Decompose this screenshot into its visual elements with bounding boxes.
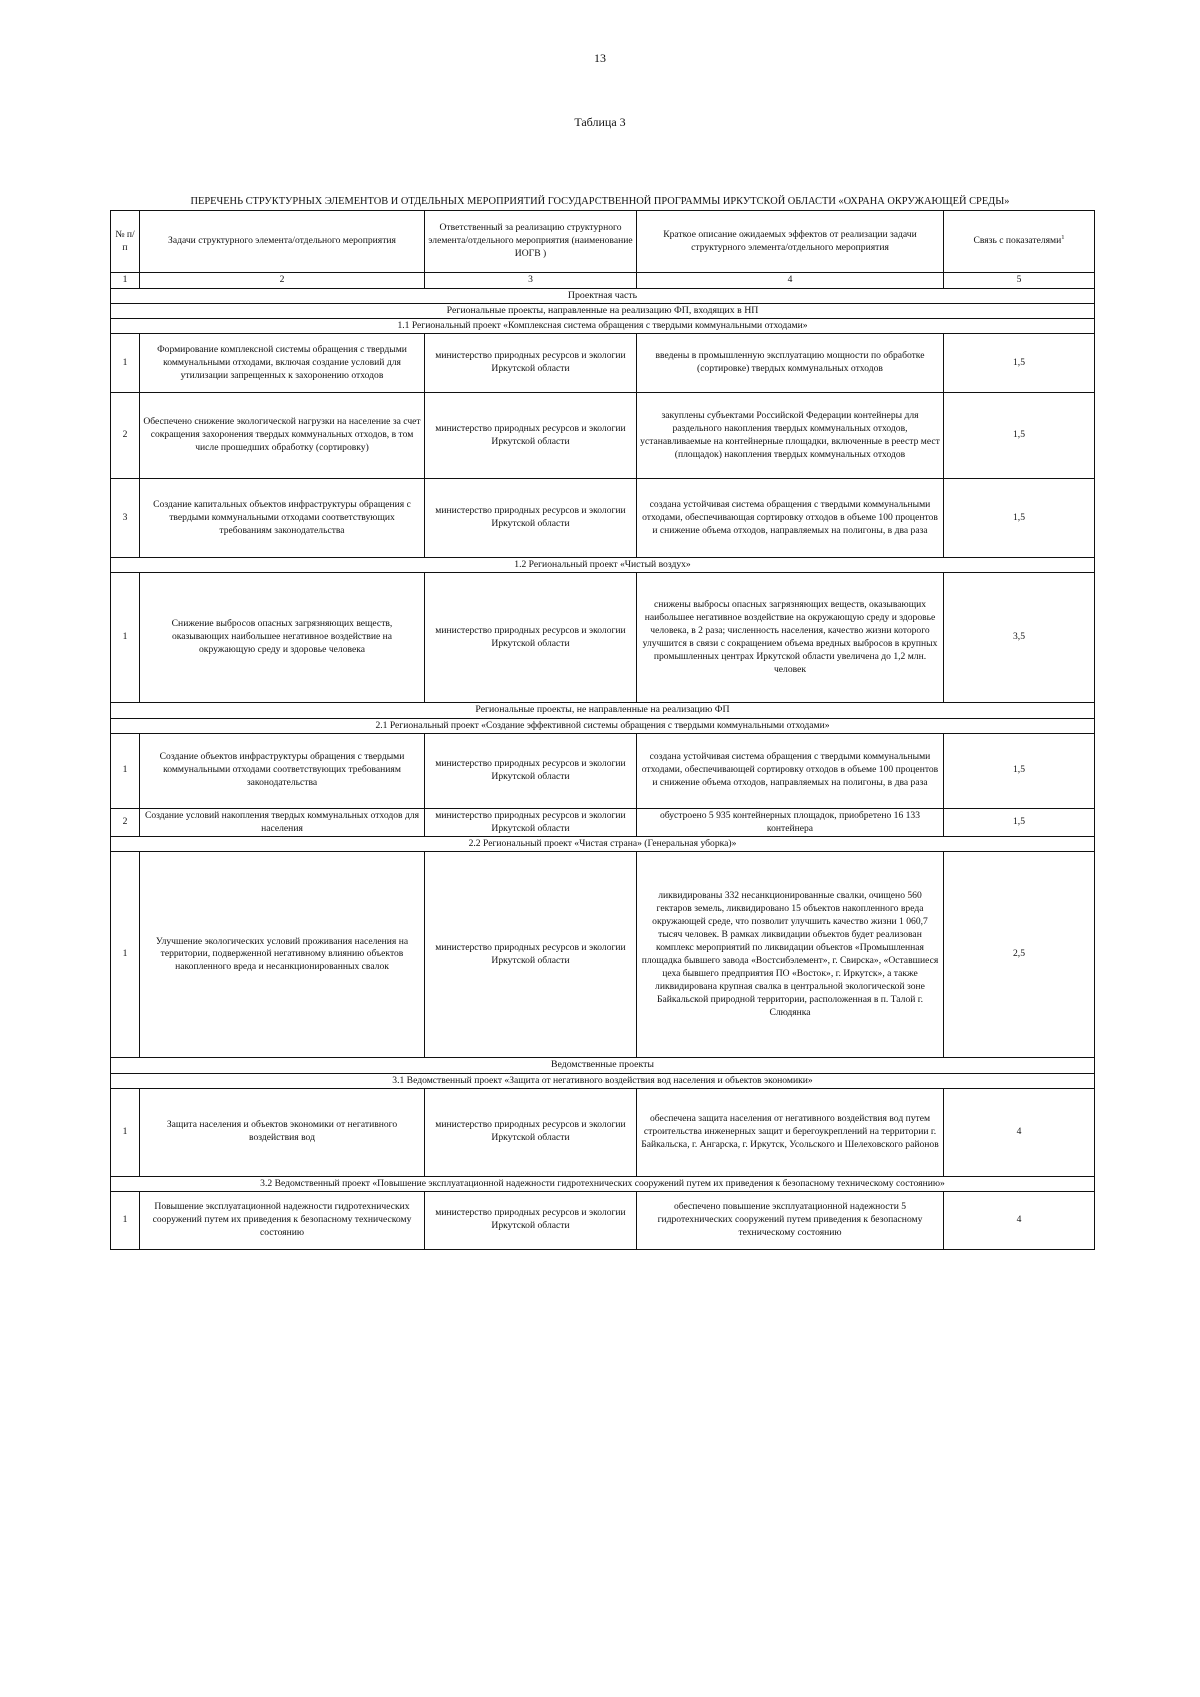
row-responsible: министерство природных ресурсов и экологии Иркутской области	[425, 1191, 637, 1249]
row-effect: ликвидированы 332 несанкционированные свалки, очищено 560 гектаров земель, ликвидировано 15 объектов накопленного вреда окружающей среде, что позволит улучшить качество жизни 1 060,7 тысяч человек. В рамках ликвидации объектов будет реализован комплекс мероприятий по ликвидации объектов «Промышленная площадка бывшего завода «Востсибэлемент», г. Свирска», «Оставшиеся цеха бывшего предприятия ПО «Восток», г. Иркутск», а также ликвидирована крупная свалка в центральной экологической зоне Байкальской природной территории, расположенная в п. Талой г. Слюдянка	[637, 852, 944, 1058]
table-row	[111, 573, 1095, 703]
row-num: 1	[111, 1088, 140, 1176]
row-responsible: министерство природных ресурсов и экологии Иркутской области	[425, 733, 637, 808]
row-num: 2	[111, 393, 140, 479]
subsection-1-2: 1.2 Региональный проект «Чистый воздух»	[111, 558, 1095, 573]
header-effects: Краткое описание ожидаемых эффектов от реализации задачи структурного элемента/отдельного мероприятия	[637, 211, 944, 273]
table-header-row	[111, 211, 1095, 273]
column-number: 4	[637, 273, 944, 289]
column-number: 1	[111, 273, 140, 289]
row-responsible: министерство природных ресурсов и экологии Иркутской области	[425, 479, 637, 558]
row-effect: обеспечена защита населения от негативного воздействия вод путем строительства инженерных защит и берегоукреплений на территории г. Байкальска, г. Ангарска, г. Иркутск, Усольского и Шелеховского районов	[637, 1088, 944, 1176]
row-task: Формирование комплексной системы обращения с твердыми коммунальными отходами, включая создание условий для утилизации запрещенных к захоронению отходов	[140, 334, 425, 393]
row-link: 1,5	[944, 808, 1095, 837]
row-num: 1	[111, 1191, 140, 1249]
table-row	[111, 1191, 1095, 1249]
row-effect: обустроено 5 935 контейнерных площадок, приобретено 16 133 контейнера	[637, 808, 944, 837]
subsection-3-1: 3.1 Ведомственный проект «Защита от негативного воздействия вод населения и объектов экономики»	[111, 1073, 1095, 1088]
row-num: 1	[111, 573, 140, 703]
table-row	[111, 393, 1095, 479]
subsection-2-2: 2.2 Региональный проект «Чистая страна» (Генеральная уборка)»	[111, 837, 1095, 852]
header-link	[944, 211, 1095, 273]
column-numbers-row	[111, 273, 1095, 289]
row-responsible: министерство природных ресурсов и экологии Иркутской области	[425, 852, 637, 1058]
row-effect: введены в промышленную эксплуатацию мощности по обработке (сортировке) твердых коммунальных отходов	[637, 334, 944, 393]
row-num: 3	[111, 479, 140, 558]
subsection-2-1: 2.1 Региональный проект «Создание эффективной системы обращения с твердыми коммунальными отходами»	[111, 718, 1095, 733]
row-responsible: министерство природных ресурсов и экологии Иркутской области	[425, 393, 637, 479]
row-responsible: министерство природных ресурсов и экологии Иркутской области	[425, 573, 637, 703]
table-label: Таблица 3	[574, 115, 626, 129]
footnote-marker: 1	[1061, 234, 1065, 242]
row-effect: создана устойчивая система обращения с твердыми коммунальными отходами, обеспечивающая сортировку отходов в объеме 100 процентов и снижение объема отходов, направляемых на полигоны, в два раза	[637, 479, 944, 558]
row-link: 1,5	[944, 479, 1095, 558]
row-task: Создание условий накопления твердых коммунальных отходов для населения	[140, 808, 425, 837]
header-link-label: Связь с показателями	[973, 235, 1062, 247]
row-task: Повышение эксплуатационной надежности гидротехнических сооружений путем их приведения к безопасному техническому состоянию	[140, 1191, 425, 1249]
header-responsible: Ответственный за реализацию структурного элемента/отдельного мероприятия (наименование ИОГВ )	[425, 211, 637, 273]
row-effect: закуплены субъектами Российской Федерации контейнеры для раздельного накопления твердых коммунальных отходов, устанавливаемые на контейнерные площадки, включенные в реестр мест (площадок) накопления твердых коммунальных отходов	[637, 393, 944, 479]
header-num: № п/п	[111, 211, 140, 273]
row-num: 1	[111, 334, 140, 393]
row-task: Защита населения и объектов экономики от негативного воздействия вод	[140, 1088, 425, 1176]
row-num: 2	[111, 808, 140, 837]
row-effect: снижены выбросы опасных загрязняющих веществ, оказывающих наибольшее негативное воздействие на окружающую среду и здоровье человека, в 2 раза; численность населения, качество жизни которого улучшится в связи с сокращением объема вредных выбросов в крупных промышленных центрах Иркутской области увеличена до 1,2 млн. человек	[637, 573, 944, 703]
row-link: 1,5	[944, 334, 1095, 393]
section-project-part: Проектная часть	[111, 288, 1095, 303]
table-row	[111, 1088, 1095, 1176]
measures-table	[110, 210, 1095, 1250]
section-departmental: Ведомственные проекты	[111, 1058, 1095, 1073]
subsection-1-1: 1.1 Региональный проект «Комплексная система обращения с твердыми коммунальными отходами»	[111, 319, 1095, 334]
row-responsible: министерство природных ресурсов и экологии Иркутской области	[425, 808, 637, 837]
row-task: Улучшение экологических условий проживания населения на территории, подверженной негативному влиянию объектов накопленного вреда и несанкционированных свалок	[140, 852, 425, 1058]
subsection-3-2: 3.2 Ведомственный проект «Повышение эксплуатационной надежности гидротехнических сооружений путем их приведения к безопасному техническому состоянию»	[111, 1176, 1095, 1191]
row-effect: обеспечено повышение эксплуатационной надежности 5 гидротехнических сооружений путем приведения к безопасному техническому состоянию	[637, 1191, 944, 1249]
document-title: ПЕРЕЧЕНЬ СТРУКТУРНЫХ ЭЛЕМЕНТОВ И ОТДЕЛЬНЫХ МЕРОПРИЯТИЙ ГОСУДАРСТВЕННОЙ ПРОГРАММЫ ИРКУТСКОЙ ОБЛАСТИ «ОХРАНА ОКРУЖАЮЩЕЙ СРЕДЫ»	[190, 196, 1010, 207]
row-link: 3,5	[944, 573, 1095, 703]
row-link: 1,5	[944, 393, 1095, 479]
table-row	[111, 479, 1095, 558]
column-number: 3	[425, 273, 637, 289]
column-number: 2	[140, 273, 425, 289]
row-responsible: министерство природных ресурсов и экологии Иркутской области	[425, 334, 637, 393]
table-row	[111, 808, 1095, 837]
row-effect: создана устойчивая система обращения с твердыми коммунальными отходами, обеспечивающей сортировку отходов в объеме 100 процентов и снижение объема отходов, направляемых на полигоны, в два раза	[637, 733, 944, 808]
row-responsible: министерство природных ресурсов и экологии Иркутской области	[425, 1088, 637, 1176]
column-number: 5	[944, 273, 1095, 289]
row-link: 4	[944, 1088, 1095, 1176]
section-regional-non-fp: Региональные проекты, не направленные на реализацию ФП	[111, 703, 1095, 718]
row-task: Создание капитальных объектов инфраструктуры обращения с твердыми коммунальными отходами соответствующих требованиям законодательства	[140, 479, 425, 558]
table-row	[111, 852, 1095, 1058]
table-row	[111, 334, 1095, 393]
row-link: 4	[944, 1191, 1095, 1249]
row-task: Создание объектов инфраструктуры обращения с твердыми коммунальными отходами соответствующих требованиям законодательства	[140, 733, 425, 808]
row-num: 1	[111, 733, 140, 808]
row-task: Снижение выбросов опасных загрязняющих веществ, оказывающих наибольшее негативное воздействие на окружающую среду и здоровье человека	[140, 573, 425, 703]
page-number: 13	[594, 51, 606, 65]
table-row	[111, 733, 1095, 808]
header-task: Задачи структурного элемента/отдельного мероприятия	[140, 211, 425, 273]
row-link: 2,5	[944, 852, 1095, 1058]
row-task: Обеспечено снижение экологической нагрузки на население за счет сокращения захоронения твердых коммунальных отходов, в том числе прошедших обработку (сортировку)	[140, 393, 425, 479]
row-num: 1	[111, 852, 140, 1058]
row-link: 1,5	[944, 733, 1095, 808]
section-regional-fp: Региональные проекты, направленные на реализацию ФП, входящих в НП	[111, 304, 1095, 319]
